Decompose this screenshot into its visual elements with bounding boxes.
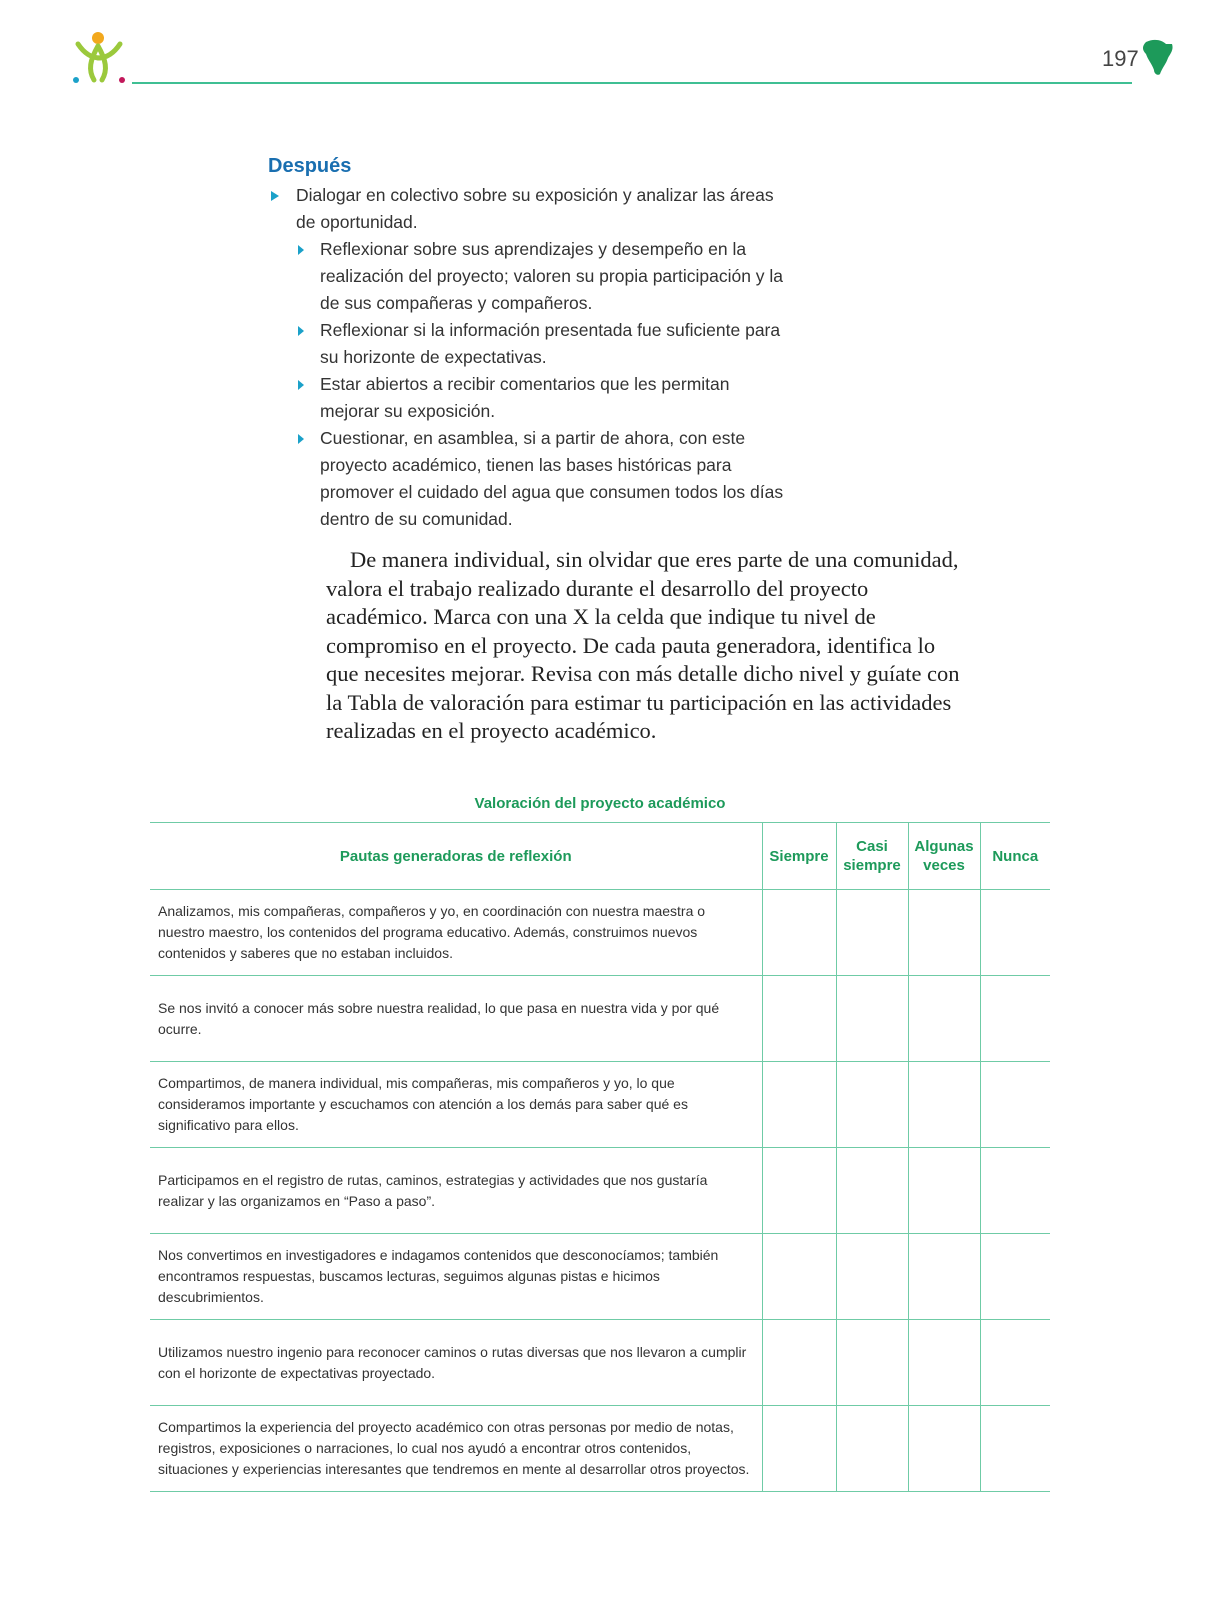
bullet-arrow-icon	[271, 191, 279, 201]
table-row	[150, 1062, 1050, 1148]
rating-cell-algunas-veces[interactable]	[908, 976, 980, 1062]
assessment-table	[150, 822, 1050, 1492]
bullet-arrow-icon	[298, 326, 304, 336]
rating-cell-nunca[interactable]	[980, 1148, 1050, 1234]
sprout-person-icon	[70, 30, 130, 86]
rating-cell-algunas-veces[interactable]	[908, 1148, 980, 1234]
table-row	[150, 976, 1050, 1062]
statement-cell: Compartimos, de manera individual, mis compañeras, mis compañeros y yo, lo que consideramos importante y escuchamos con atención a los demás para saber qué es significativo para ellos.	[150, 1062, 762, 1148]
rating-cell-casi-siempre[interactable]	[836, 1234, 908, 1320]
bullet-arrow-icon	[298, 245, 304, 255]
globe-americas-icon	[1140, 38, 1176, 78]
table-title: Valoración del proyecto académico	[474, 795, 726, 812]
list-item: Reflexionar si la información presentada fue suficiente para su horizonte de expectativas.	[268, 317, 788, 371]
header-rule	[132, 82, 1132, 84]
rating-cell-siempre[interactable]	[762, 976, 836, 1062]
table-row	[150, 1234, 1050, 1320]
rating-cell-casi-siempre[interactable]	[836, 890, 908, 976]
section-title: Después	[268, 155, 352, 177]
instruction-paragraph: De manera individual, sin olvidar que eres parte de una comunidad, valora el trabajo realizado durante el desarrollo del proyecto académico. Marca con una X la celda que indique tu nivel de compromiso en el proyecto. De cada pauta generadora, identifica lo que necesites mejorar. Revisa con más detalle dicho nivel y guíate con la Tabla de valoración para estimar tu participación en las actividades realizadas en el proyecto académico.	[326, 547, 960, 743]
rating-cell-algunas-veces[interactable]	[908, 890, 980, 976]
activity-list	[268, 182, 788, 533]
statement-cell: Analizamos, mis compañeras, compañeros y yo, en coordinación con nuestra maestra o nuestro maestro, los contenidos del programa educativo. Además, construimos nuevos contenidos y saberes que no estaban incluidos.	[150, 890, 762, 976]
rating-cell-siempre[interactable]	[762, 1148, 836, 1234]
rating-cell-siempre[interactable]	[762, 1406, 836, 1492]
statement-cell: Se nos invitó a conocer más sobre nuestra realidad, lo que pasa en nuestra vida y por qué ocurre.	[150, 976, 762, 1062]
table-row	[150, 1320, 1050, 1406]
rating-cell-casi-siempre[interactable]	[836, 976, 908, 1062]
statement-cell: Compartimos la experiencia del proyecto académico con otras personas por medio de notas, registros, exposiciones o narraciones, lo cual nos ayudó a encontrar otros contenidos, situaciones y experiencias interesantes que tendremos en mente al desarrollar otros proyectos.	[150, 1406, 762, 1492]
rating-cell-nunca[interactable]	[980, 1320, 1050, 1406]
rating-cell-nunca[interactable]	[980, 1406, 1050, 1492]
rating-cell-nunca[interactable]	[980, 1062, 1050, 1148]
column-header: Casi siempre	[836, 823, 908, 890]
list-item: Estar abiertos a recibir comentarios que les permitan mejorar su exposición.	[268, 371, 788, 425]
table-row	[150, 1148, 1050, 1234]
column-header: Siempre	[762, 823, 836, 890]
statement-cell: Nos convertimos en investigadores e indagamos contenidos que desconocíamos; también encontramos respuestas, buscamos lecturas, seguimos algunas pistas e hicimos descubrimientos.	[150, 1234, 762, 1320]
rating-cell-algunas-veces[interactable]	[908, 1320, 980, 1406]
rating-cell-siempre[interactable]	[762, 1320, 836, 1406]
list-item: Dialogar en colectivo sobre su exposición y analizar las áreas de oportunidad.	[268, 182, 788, 236]
table-row	[150, 1406, 1050, 1492]
column-header: Pautas generadoras de reflexión	[150, 823, 762, 890]
bullet-arrow-icon	[298, 380, 304, 390]
after-section	[268, 155, 788, 533]
list-item: Cuestionar, en asamblea, si a partir de ahora, con este proyecto académico, tienen las bases históricas para promover el cuidado del agua que consumen todos los días dentro de su comunidad.	[268, 425, 788, 533]
rating-cell-casi-siempre[interactable]	[836, 1062, 908, 1148]
rating-cell-siempre[interactable]	[762, 890, 836, 976]
rating-cell-siempre[interactable]	[762, 1062, 836, 1148]
rating-cell-nunca[interactable]	[980, 890, 1050, 976]
rating-cell-algunas-veces[interactable]	[908, 1406, 980, 1492]
column-header: Algunas veces	[908, 823, 980, 890]
statement-cell: Participamos en el registro de rutas, caminos, estrategias y actividades que nos gustaría realizar y las organizamos en “Paso a paso”.	[150, 1148, 762, 1234]
rating-cell-nunca[interactable]	[980, 1234, 1050, 1320]
statement-cell: Utilizamos nuestro ingenio para reconocer caminos o rutas diversas que nos llevaron a cumplir con el horizonte de expectativas proyectado.	[150, 1320, 762, 1406]
rating-cell-algunas-veces[interactable]	[908, 1234, 980, 1320]
table-header-row	[150, 823, 1050, 890]
rating-cell-algunas-veces[interactable]	[908, 1062, 980, 1148]
list-item: Reflexionar sobre sus aprendizajes y desempeño en la realización del proyecto; valoren su propia participación y la de sus compañeras y compañeros.	[268, 236, 788, 317]
rating-cell-casi-siempre[interactable]	[836, 1320, 908, 1406]
bullet-arrow-icon	[298, 434, 304, 444]
column-header: Nunca	[980, 823, 1050, 890]
rating-cell-nunca[interactable]	[980, 976, 1050, 1062]
page-number: 197	[1102, 46, 1139, 71]
rating-cell-casi-siempre[interactable]	[836, 1406, 908, 1492]
table-row	[150, 890, 1050, 976]
rating-cell-siempre[interactable]	[762, 1234, 836, 1320]
rating-cell-casi-siempre[interactable]	[836, 1148, 908, 1234]
